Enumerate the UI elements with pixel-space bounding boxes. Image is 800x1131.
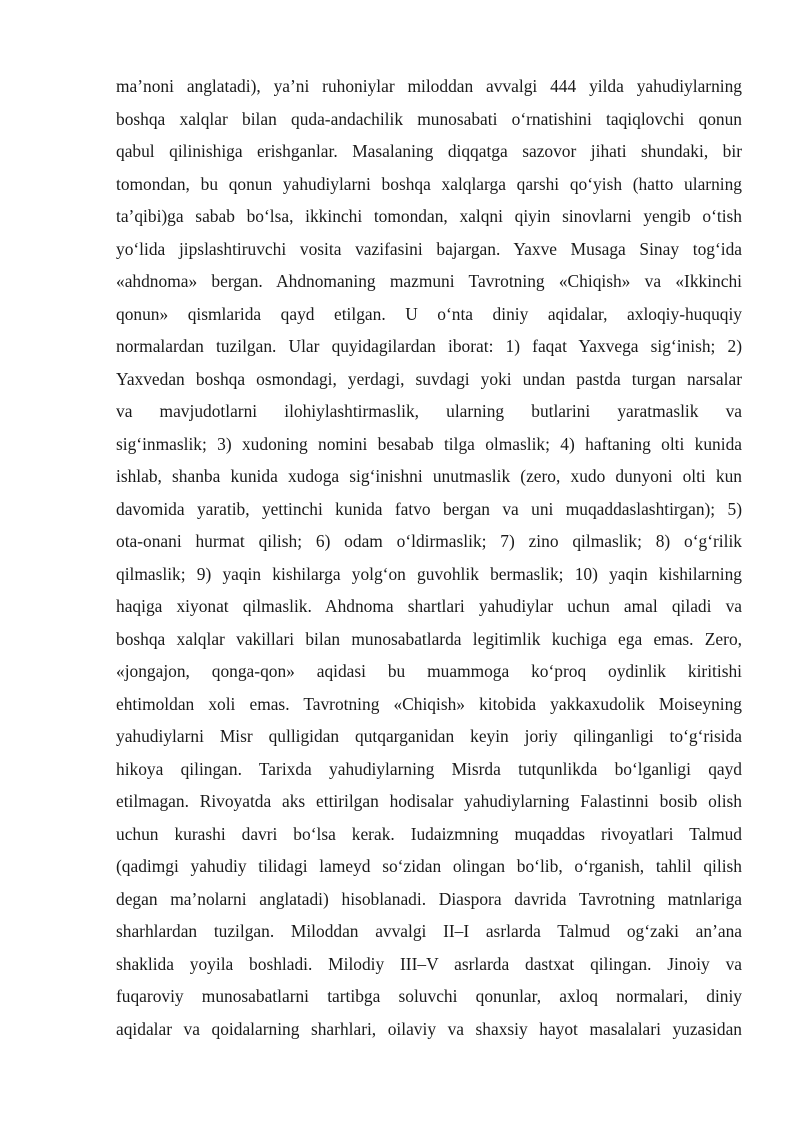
text-line: ota-onani hurmat qilish; 6) odam o‘ldirmaslik; 7) zino qilmaslik; 8) o‘g‘rilik	[116, 531, 742, 551]
text-line: yahudiylarni Misr qulligidan qutqarganidan keyin joriy qilinganligi to‘g‘risida	[116, 726, 742, 746]
text-line: «ahdnoma» bergan. Ahdnomaning mazmuni Tavrotning «Chiqish» va «Ikkinchi	[116, 271, 742, 291]
text-line: uchun kurashi davri bo‘lsa kerak. Iudaizmning muqaddas rivoyatlari Talmud	[116, 823, 742, 844]
body-text	[116, 70, 742, 1045]
text-line: fuqaroviy munosabatlarni tartibga soluvchi qonunlar, axloq normalari, diniy	[116, 986, 742, 1006]
text-line: ehtimoldan xoli emas. Tavrotning «Chiqish» kitobida yakkaxudolik Moiseyning	[116, 693, 742, 714]
text-line: aqidalar va qoidalarning sharhlari, oilaviy va shaxsiy hayot masalalari yuzasidan	[116, 1018, 742, 1039]
text-line: normalardan tuzilgan. Ular quyidagilardan iborat: 1) faqat Yaxvega sig‘inish; 2)	[116, 336, 742, 356]
text-line: yo‘lida jipslashtiruvchi vosita vazifasini bajargan. Yaxve Musaga Sinay tog‘ida	[116, 238, 742, 259]
text-line: qilmaslik; 9) yaqin kishilarga yolg‘on guvohlik bermaslik; 10) yaqin kishilarning	[116, 563, 742, 584]
text-line: hikoya qilingan. Tarixda yahudiylarning Misrda tutqunlikda bo‘lganligi qayd	[116, 758, 742, 779]
text-line: ma’noni anglatadi), ya’ni ruhoniylar miloddan avvalgi 444 yilda yahudiylarning	[116, 76, 742, 96]
text-line: ishlab, shanba kunida xudoga sig‘inishni unutmaslik (zero, xudo dunyoni olti kun	[116, 466, 742, 486]
text-line: sharhlardan tuzilgan. Miloddan avvalgi II–I asrlarda Talmud og‘zaki an’ana	[116, 921, 742, 941]
text-line: qonun» qismlarida qayd etilgan. U o‘nta diniy aqidalar, axloqiy-huquqiy	[116, 303, 742, 324]
text-line: «jongajon, qonga-qon» aqidasi bu muammoga ko‘proq oydinlik kiritishi	[116, 661, 742, 681]
text-line: va mavjudotlarni ilohiylashtirmaslik, ularning butlarini yaratmaslik va	[116, 401, 742, 421]
text-line: boshqa xalqlar bilan quda-andachilik munosabati o‘rnatishini taqiqlovchi qonun	[116, 108, 742, 129]
text-line: qabul qilinishiga erishganlar. Masalaning diqqatga sazovor jihati shundaki, bir	[116, 141, 742, 161]
text-line: degan ma’nolarni anglatadi) hisoblanadi. Diaspora davrida Tavrotning matnlariga	[116, 888, 742, 909]
text-line: shaklida yoyila boshladi. Milodiy III–V asrlarda dastxat qilingan. Jinoiy va	[116, 953, 742, 974]
text-line: etilmagan. Rivoyatda aks ettirilgan hodisalar yahudiylarning Falastinni bosib olish	[116, 791, 742, 811]
text-line: tomondan, bu qonun yahudiylarni boshqa xalqlarga qarshi qo‘yish (hatto ularning	[116, 173, 742, 194]
text-line: haqiga xiyonat qilmaslik. Ahdnoma shartlari yahudiylar uchun amal qiladi va	[116, 596, 742, 616]
text-line: (qadimgi yahudiy tilidagi lameyd so‘zidan olingan bo‘lib, o‘rganish, tahlil qilish	[116, 856, 742, 876]
text-line: boshqa xalqlar vakillari bilan munosabatlarda legitimlik kuchiga ega emas. Zero,	[116, 628, 742, 649]
text-line: ta’qibi)ga sabab bo‘lsa, ikkinchi tomondan, xalqni qiyin sinovlarni yengib o‘tish	[116, 206, 742, 226]
text-line: sig‘inmaslik; 3) xudoning nomini besabab tilga olmaslik; 4) haftaning olti kunida	[116, 433, 742, 454]
text-line: davomida yaratib, yettinchi kunida fatvo bergan va uni muqaddaslashtirgan); 5)	[116, 498, 742, 519]
text-line: Yaxvedan boshqa osmondagi, yerdagi, suvdagi yoki undan pastda turgan narsalar	[116, 368, 742, 389]
